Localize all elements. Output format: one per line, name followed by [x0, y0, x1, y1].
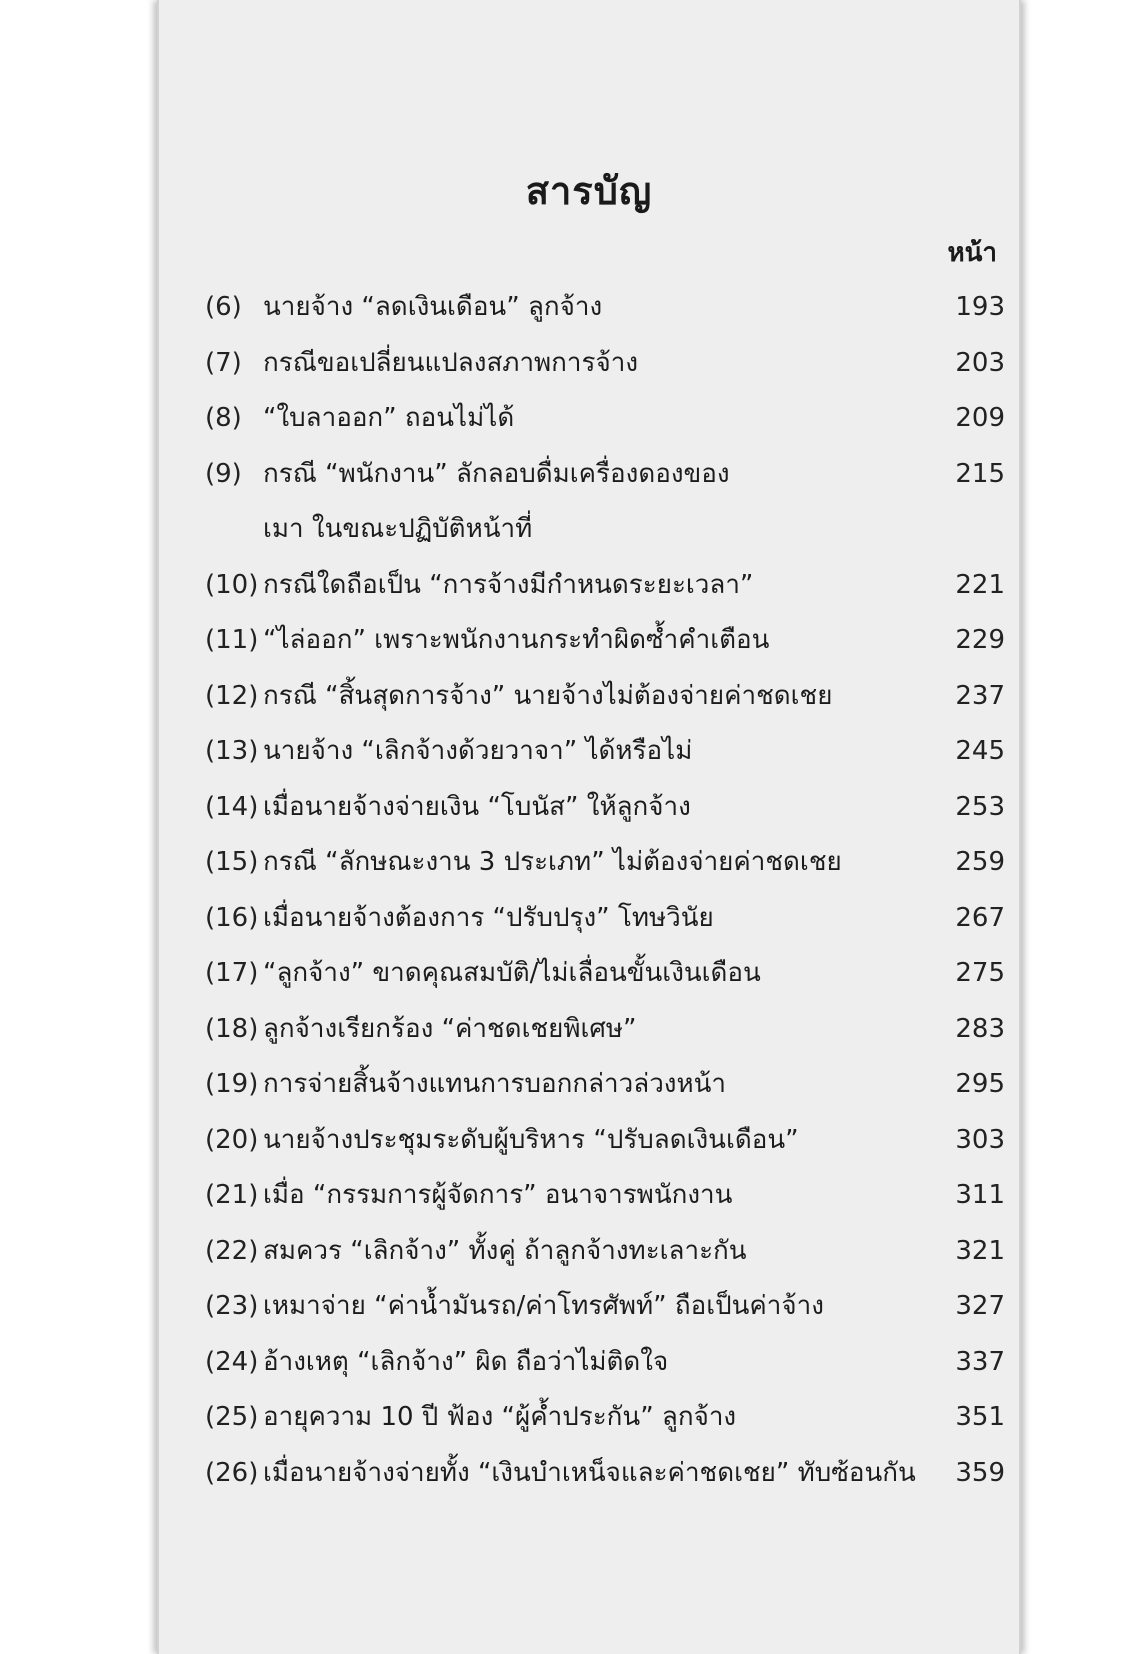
- toc-entry[interactable]: [205, 835, 1005, 891]
- toc-entry[interactable]: [205, 669, 1005, 725]
- entry-title: กรณี “สิ้นสุดการจ้าง” นายจ้างไม่ต้องจ่ายค่าชดเชย: [263, 680, 833, 711]
- toc-entry[interactable]: [205, 280, 1005, 336]
- toc-entry[interactable]: [205, 391, 1005, 447]
- entry-page: 337: [955, 1346, 1005, 1377]
- entry-page: 327: [955, 1291, 1005, 1321]
- entry-title: อ้างเหตุ “เลิกจ้าง” ผิด ถือว่าไม่ติดใจ: [263, 1346, 669, 1377]
- entry-number: (21): [205, 1180, 259, 1210]
- entry-number: (12): [205, 680, 259, 711]
- entry-page: 221: [955, 569, 1005, 600]
- entry-number: (14): [205, 791, 259, 822]
- entry-number: (17): [205, 958, 259, 988]
- entry-page: 209: [955, 403, 1005, 433]
- entry-title: นายจ้าง “เลิกจ้างด้วยวาจา” ได้หรือไม่: [263, 736, 693, 766]
- entry-title: สมควร “เลิกจ้าง” ทั้งคู่ ถ้าลูกจ้างทะเลาะกัน: [263, 1235, 747, 1266]
- entry-title: กรณีใดถือเป็น “การจ้างมีกำหนดระยะเวลา”: [263, 569, 754, 600]
- entry-page: 267: [955, 902, 1005, 933]
- entry-number: (6): [205, 292, 242, 322]
- toc-entry[interactable]: [205, 1224, 1005, 1280]
- entry-page: 253: [955, 791, 1005, 822]
- page-column-header: หน้า: [947, 238, 997, 268]
- entry-title: การจ่ายสิ้นจ้างแทนการบอกกล่าวล่วงหน้า: [263, 1069, 726, 1099]
- entry-page: 203: [955, 347, 1005, 378]
- entry-page: 229: [955, 625, 1005, 655]
- entry-page: 237: [955, 680, 1005, 711]
- entry-page: 311: [955, 1180, 1005, 1210]
- entry-number: (22): [205, 1235, 259, 1266]
- toc-entry[interactable]: [205, 613, 1005, 669]
- toc-entry[interactable]: [205, 1279, 1005, 1335]
- toc-list: [205, 280, 1005, 1501]
- toc-entry[interactable]: [205, 1002, 1005, 1058]
- entry-title: กรณี “พนักงาน” ลักลอบดื่มเครื่องดองของเมา ในขณะปฏิบัติหน้าที่: [263, 458, 730, 544]
- entry-page: 321: [955, 1235, 1005, 1266]
- toc-entry[interactable]: [205, 1057, 1005, 1113]
- entry-page: 303: [955, 1124, 1005, 1155]
- book-page: [157, 0, 1021, 1654]
- toc-entry[interactable]: [205, 336, 1005, 392]
- toc-entry[interactable]: [205, 1168, 1005, 1224]
- entry-title: นายจ้างประชุมระดับผู้บริหาร “ปรับลดเงินเดือน”: [263, 1124, 799, 1155]
- toc-entry[interactable]: [205, 447, 1005, 558]
- entry-page: 295: [955, 1069, 1005, 1099]
- entry-number: (16): [205, 902, 259, 933]
- toc-entry[interactable]: [205, 558, 1005, 614]
- entry-title: กรณีขอเปลี่ยนแปลงสภาพการจ้าง: [263, 347, 639, 378]
- entry-title: “ลูกจ้าง” ขาดคุณสมบัติ/ไม่เลื่อนขั้นเงินเดือน: [263, 958, 761, 988]
- entry-title: เมื่อนายจ้างจ่ายทั้ง “เงินบำเหน็จและค่าชดเชย” ทับซ้อนกัน: [263, 1457, 916, 1488]
- toc-entry[interactable]: [205, 1390, 1005, 1446]
- toc-entry[interactable]: [205, 1335, 1005, 1391]
- entry-page: 259: [955, 847, 1005, 877]
- entry-number: (25): [205, 1402, 259, 1432]
- entry-title: เมื่อนายจ้างต้องการ “ปรับปรุง” โทษวินัย: [263, 902, 714, 933]
- toc-entry[interactable]: [205, 1113, 1005, 1169]
- entry-page: 351: [955, 1402, 1005, 1432]
- entry-page: 215: [955, 458, 1005, 489]
- entry-title: “ใบลาออก” ถอนไม่ได้: [263, 403, 515, 433]
- toc-entry[interactable]: [205, 724, 1005, 780]
- entry-title: นายจ้าง “ลดเงินเดือน” ลูกจ้าง: [263, 292, 603, 322]
- entry-number: (11): [205, 625, 259, 655]
- toc-entry[interactable]: [205, 946, 1005, 1002]
- entry-title: อายุความ 10 ปี ฟ้อง “ผู้ค้ำประกัน” ลูกจ้าง: [263, 1402, 737, 1432]
- entry-title: ลูกจ้างเรียกร้อง “ค่าชดเชยพิเศษ”: [263, 1013, 637, 1044]
- entry-number: (23): [205, 1291, 259, 1321]
- entry-title: “ไล่ออก” เพราะพนักงานกระทำผิดซ้ำคำเตือน: [263, 625, 770, 655]
- entry-title: เมื่อ “กรรมการผู้จัดการ” อนาจารพนักงาน: [263, 1180, 733, 1210]
- entry-number: (9): [205, 458, 242, 489]
- entry-number: (15): [205, 847, 259, 877]
- entry-number: (24): [205, 1346, 259, 1377]
- toc-title: สารบัญ: [525, 169, 653, 213]
- entry-number: (19): [205, 1069, 259, 1099]
- entry-number: (20): [205, 1124, 259, 1155]
- entry-number: (13): [205, 736, 259, 766]
- entry-page: 275: [955, 958, 1005, 988]
- entry-number: (18): [205, 1013, 259, 1044]
- entry-page: 193: [955, 292, 1005, 322]
- entry-page: 359: [955, 1457, 1005, 1488]
- entry-number: (7): [205, 347, 242, 378]
- entry-page: 283: [955, 1013, 1005, 1044]
- toc-entry[interactable]: [205, 891, 1005, 947]
- entry-page: 245: [955, 736, 1005, 766]
- entry-title: เมื่อนายจ้างจ่ายเงิน “โบนัส” ให้ลูกจ้าง: [263, 791, 691, 822]
- toc-entry[interactable]: [205, 780, 1005, 836]
- entry-title: กรณี “ลักษณะงาน 3 ประเภท” ไม่ต้องจ่ายค่าชดเชย: [263, 847, 842, 877]
- entry-number: (26): [205, 1457, 259, 1488]
- entry-number: (8): [205, 403, 242, 433]
- entry-number: (10): [205, 569, 259, 600]
- entry-title: เหมาจ่าย “ค่าน้ำมันรถ/ค่าโทรศัพท์” ถือเป็นค่าจ้าง: [263, 1291, 824, 1321]
- toc-entry[interactable]: [205, 1446, 1005, 1502]
